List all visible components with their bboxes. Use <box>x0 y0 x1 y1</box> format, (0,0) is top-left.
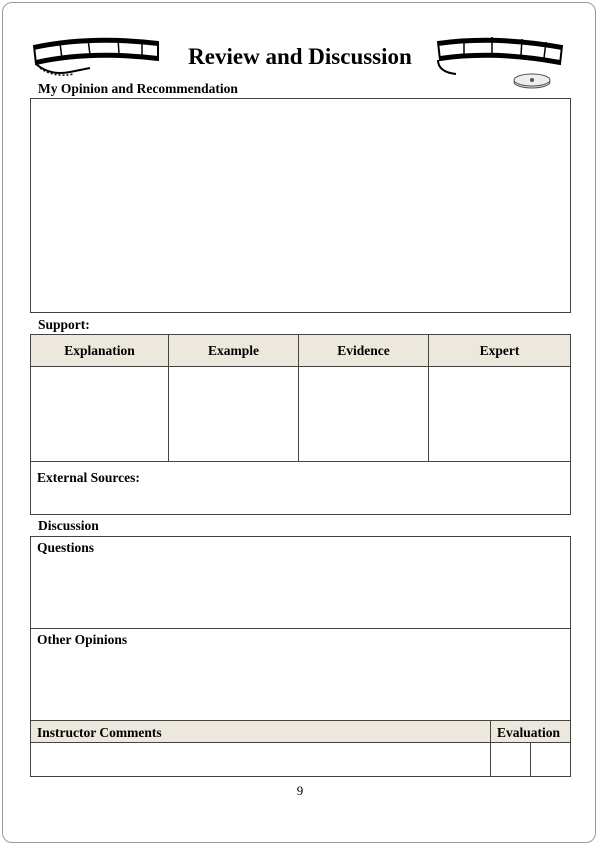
explanation-cell[interactable] <box>31 367 168 461</box>
example-cell[interactable] <box>169 367 298 461</box>
external-sources-label: External Sources: <box>37 470 140 485</box>
instructor-comments-area[interactable] <box>31 743 490 776</box>
evidence-cell[interactable] <box>299 367 428 461</box>
page-title: Review and Discussion <box>188 44 412 69</box>
film-strip-right-icon <box>436 32 568 92</box>
support-label: Support: <box>38 317 90 332</box>
instructor-comments-label: Instructor Comments <box>37 725 162 740</box>
external-sources-divider <box>31 461 570 462</box>
other-opinions-area[interactable] <box>31 649 570 719</box>
opinion-label: My Opinion and Recommendation <box>38 81 238 96</box>
discussion-label: Discussion <box>38 518 99 533</box>
questions-divider <box>31 628 570 629</box>
column-header-explanation: Explanation <box>64 343 135 358</box>
evaluation-cell[interactable] <box>491 743 530 776</box>
film-strip-left-icon <box>30 32 162 80</box>
evaluation-label: Evaluation <box>497 725 561 740</box>
questions-area[interactable] <box>31 557 570 627</box>
column-header-example: Example <box>207 343 259 358</box>
column-header-evidence: Evidence <box>337 343 390 358</box>
expert-cell[interactable] <box>429 367 570 461</box>
other-opinions-label: Other Opinions <box>37 632 128 647</box>
opinion-textbox[interactable] <box>30 98 571 313</box>
column-header-expert: Expert <box>479 343 520 358</box>
page-number: 9 <box>296 783 304 798</box>
evaluation-cell[interactable] <box>531 743 570 776</box>
questions-label: Questions <box>37 540 95 555</box>
